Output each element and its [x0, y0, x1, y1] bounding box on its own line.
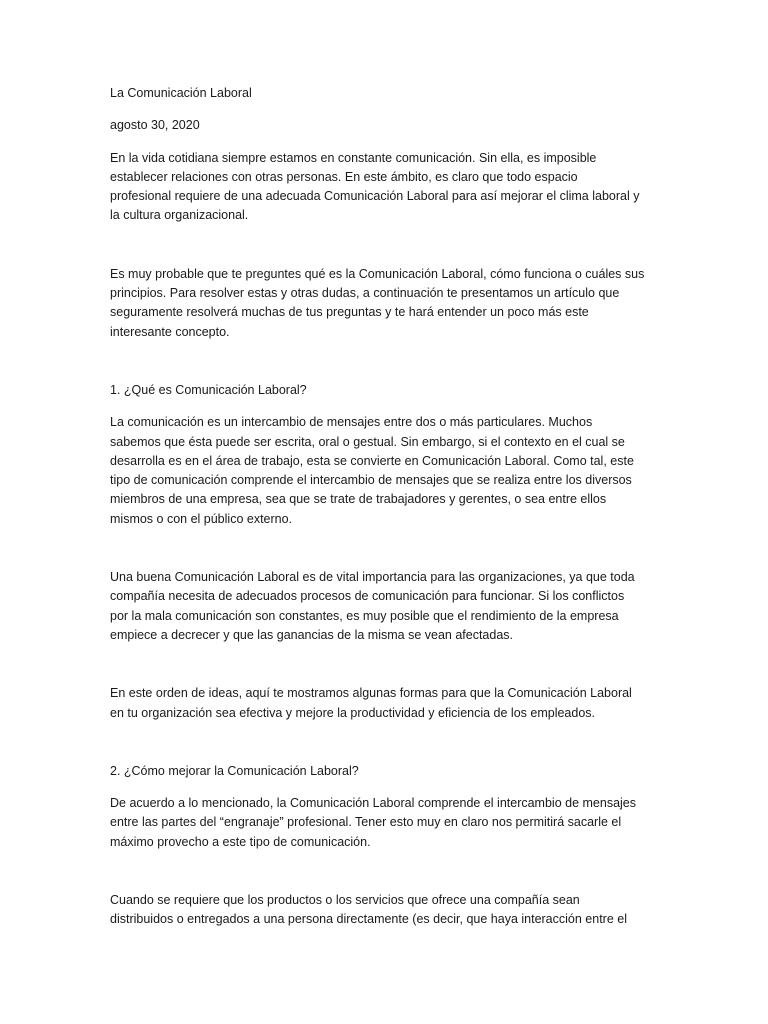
text-line: principios. Para resolver estas y otras dudas, a continuación te presentamos un artículo que [110, 286, 620, 301]
text-line: La comunicación es un intercambio de mensajes entre dos o más particulares. Muchos [110, 415, 593, 430]
text-line: compañía necesita de adecuados procesos de comunicación para funcionar. Si los conflictos [110, 589, 625, 604]
text-line: De acuerdo a lo mencionado, la Comunicación Laboral comprende el intercambio de mensajes [110, 796, 636, 811]
spacer [110, 529, 660, 568]
document-date: agosto 30, 2020 [110, 118, 200, 133]
paragraph-intro [110, 149, 660, 226]
text-line: interesante concepto. [110, 324, 230, 339]
spacer [110, 852, 660, 891]
text-line: Es muy probable que te preguntes qué es la Comunicación Laboral, cómo funciona o cuáles sus [110, 266, 645, 281]
section-heading-1: 1. ¿Qué es Comunicación Laboral? [110, 382, 307, 397]
text-line: En la vida cotidiana siempre estamos en constante comunicación. Sin ella, es imposible [110, 150, 597, 165]
text-line: máximo provecho a este tipo de comunicación. [110, 834, 371, 849]
spacer [110, 400, 660, 413]
text-line: mismos o con el público externo. [110, 511, 293, 526]
text-line: En este orden de ideas, aquí te mostramos algunas formas para que la Comunicación Laboral [110, 686, 632, 701]
paragraph-definition [110, 413, 660, 529]
paragraph-importance [110, 568, 660, 645]
text-line: Cuando se requiere que los productos o los servicios que ofrece una compañía sean [110, 893, 580, 908]
text-line: empiece a decrecer y que las ganancias de la misma se vean afectadas. [110, 627, 514, 642]
spacer [110, 226, 660, 265]
spacer [110, 342, 660, 381]
paragraph-order [110, 684, 660, 723]
paragraph-question [110, 265, 660, 342]
text-line: tipo de comunicación comprende el intercambio de mensajes que se realiza entre los diversos [110, 473, 632, 488]
text-line: entre las partes del “engranaje” profesional. Tener esto muy en claro nos permitirá sacarle el [110, 815, 622, 830]
section-heading-2: 2. ¿Cómo mejorar la Comunicación Laboral? [110, 763, 359, 778]
document-page [110, 84, 660, 930]
text-line: seguramente resolverá muchas de tus preguntas y te hará entender un poco más este [110, 305, 589, 320]
document-title: La Comunicación Laboral [110, 86, 252, 100]
text-line: Una buena Comunicación Laboral es de vital importancia para las organizaciones, ya que toda [110, 570, 635, 585]
text-line: desarrolla es en el área de trabajo, esta se convierte en Comunicación Laboral. Como tal, este [110, 453, 634, 468]
spacer [110, 645, 660, 684]
text-line: profesional requiere de una adecuada Comunicación Laboral para así mejorar el clima laboral y [110, 189, 640, 204]
text-line: miembros de una empresa, sea que se trate de trabajadores y gerentes, o sea entre ellos [110, 492, 607, 507]
text-line: sabemos que ésta puede ser escrita, oral o gestual. Sin embargo, si el contexto en el cual se [110, 434, 625, 449]
text-line: por la mala comunicación son constantes, es muy posible que el rendimiento de la empresa [110, 608, 619, 623]
text-line: establecer relaciones con otras personas. En este ámbito, es claro que todo espacio [110, 169, 578, 184]
paragraph-improve [110, 794, 660, 852]
spacer [110, 723, 660, 762]
text-line: en tu organización sea efectiva y mejore la productividad y eficiencia de los empleados. [110, 705, 595, 720]
paragraph-services [110, 891, 660, 930]
text-line: distribuidos o entregados a una persona directamente (es decir, que haya interacción entre el [110, 912, 627, 927]
text-line: la cultura organizacional. [110, 208, 249, 223]
spacer [110, 781, 660, 794]
